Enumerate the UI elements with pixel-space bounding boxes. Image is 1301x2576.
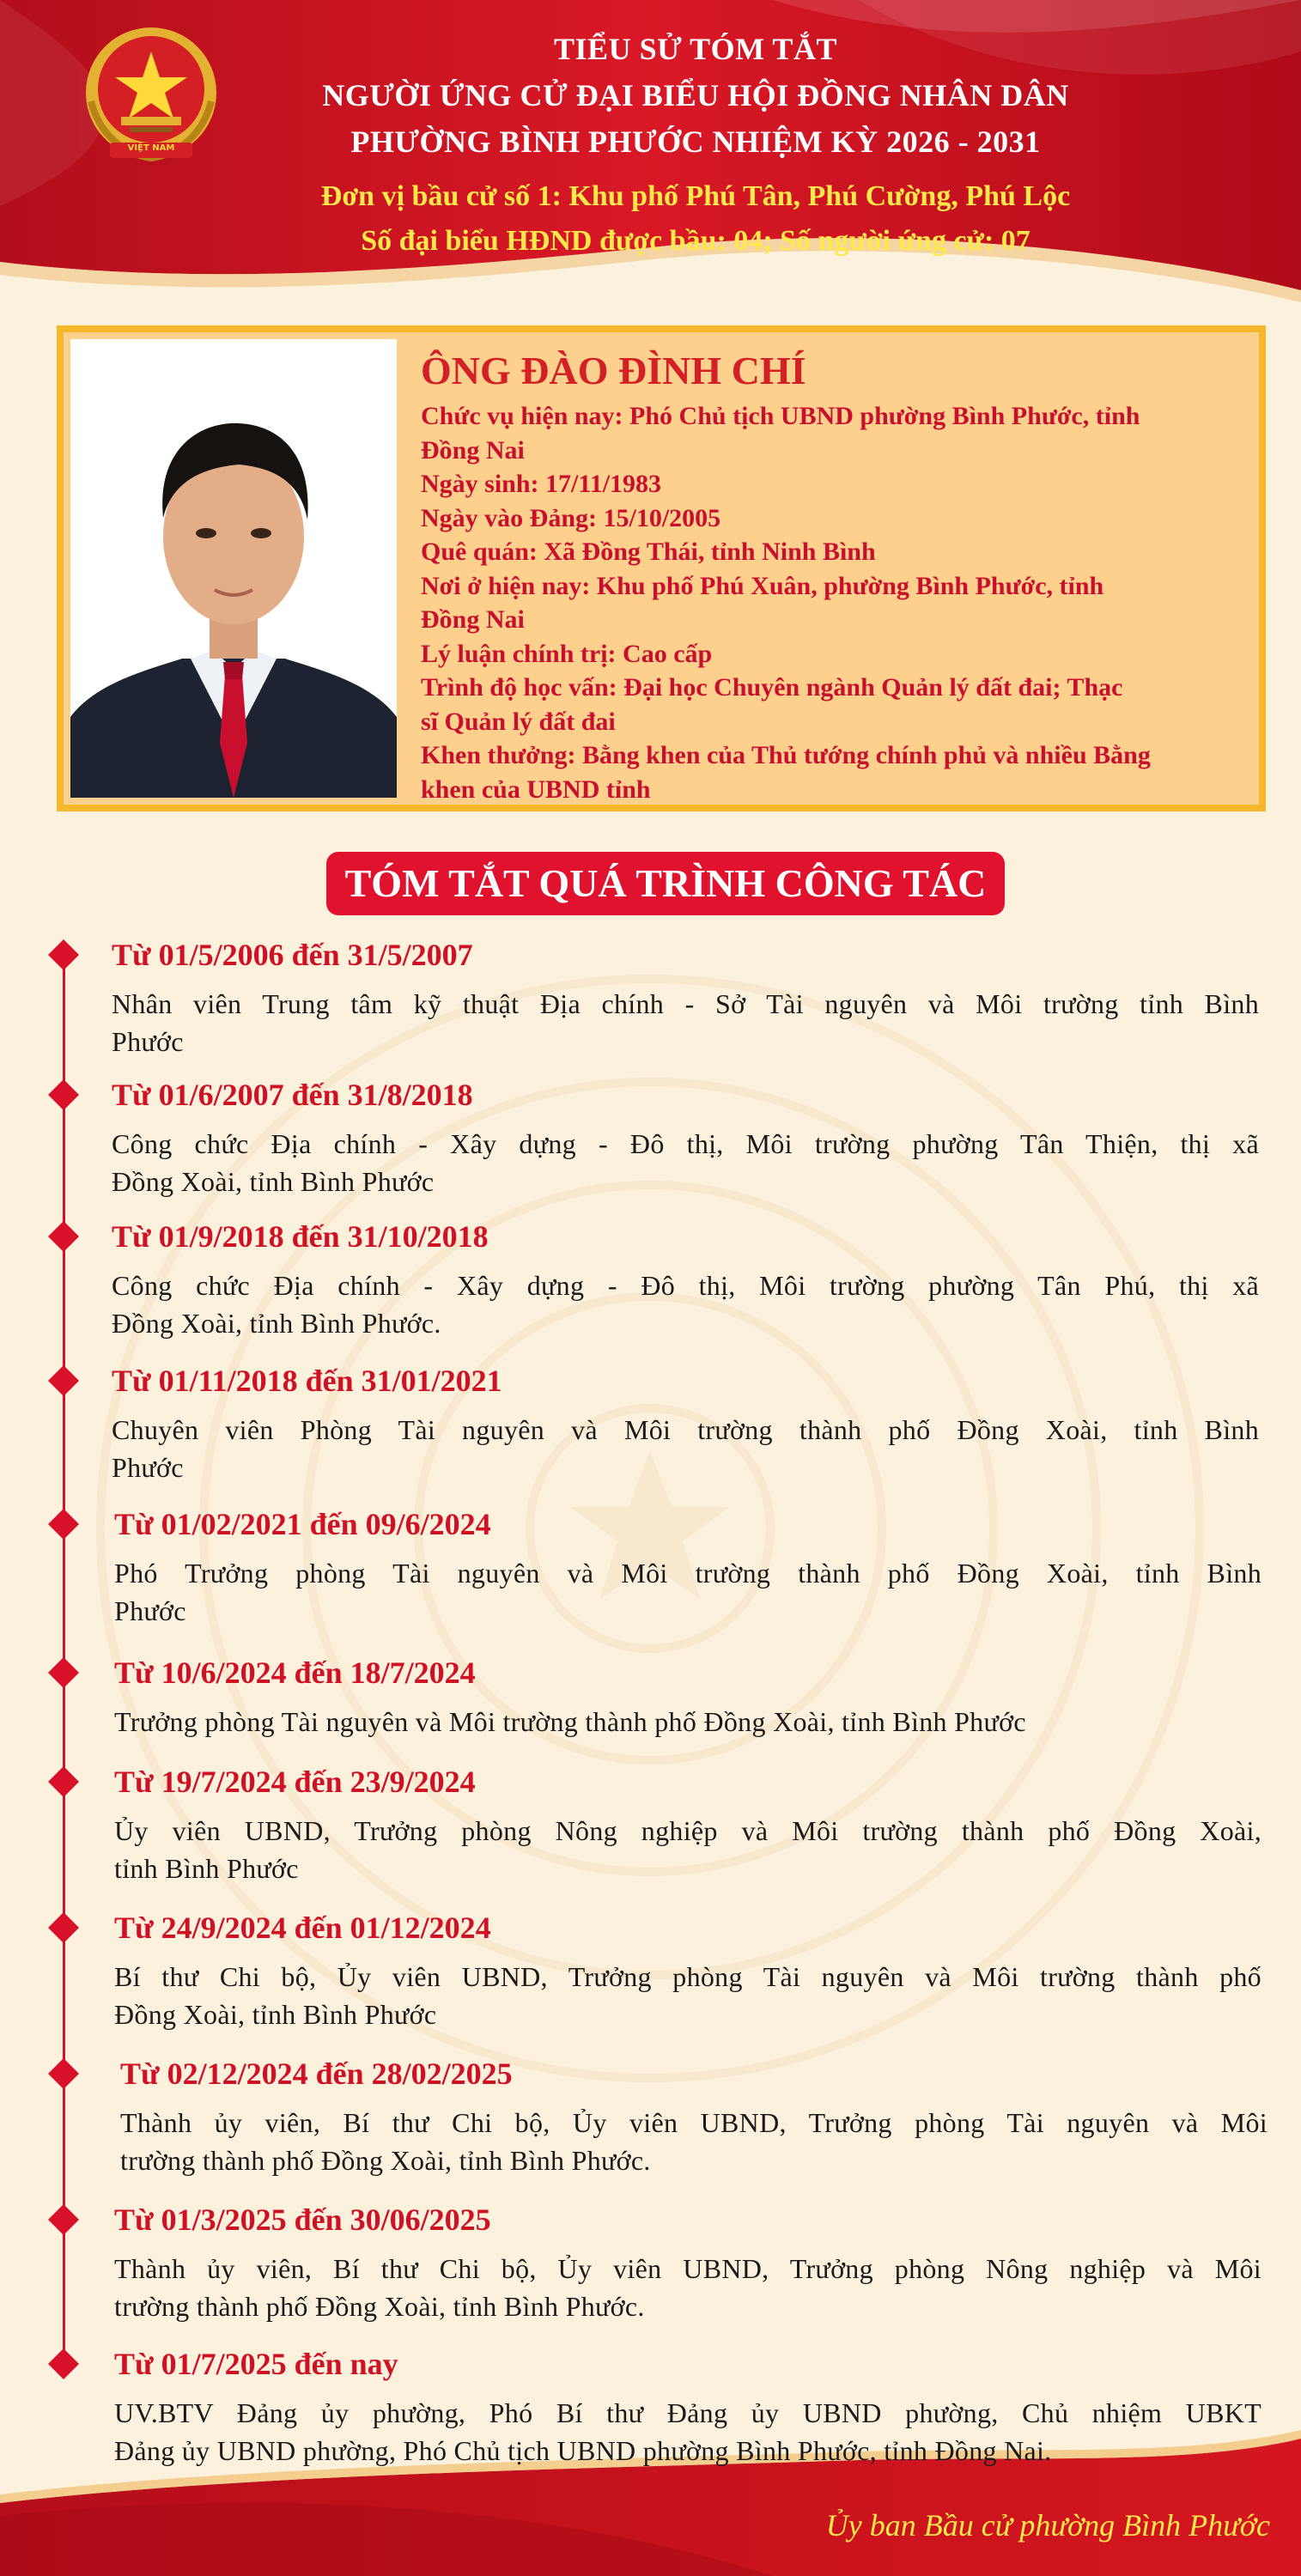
seats-info: Số đại biểu HĐND được bầu: 04; Số người ứng cử: 07 xyxy=(361,225,1030,257)
hometown: Quê quán: Xã Đồng Thái, tỉnh Ninh Bình xyxy=(421,538,876,566)
timeline-diamond-icon xyxy=(48,1365,79,1396)
timeline-description xyxy=(114,2250,1261,2325)
education-line-2: sĩ Quản lý đất đai xyxy=(421,707,616,736)
description-line: tỉnh Bình Phước xyxy=(114,1853,299,1884)
description-line: Thành ủy viên, Bí thư Chi bộ, Ủy viên UBND, Trưởng phòng Nông nghiệp và Môi xyxy=(114,2253,1261,2284)
electoral-unit: Đơn vị bầu cử số 1: Khu phố Phú Tân, Phú Cường, Phú Lộc xyxy=(320,180,1071,212)
timeline-diamond-icon xyxy=(48,1079,79,1110)
timeline-description xyxy=(112,1125,1259,1200)
description-line: Đảng ủy UBND phường, Phó Chủ tịch UBND phường Bình Phước, tỉnh Đồng Nai. xyxy=(114,2435,1052,2466)
description-line: Đồng Xoài, tỉnh Bình Phước xyxy=(114,1999,437,2030)
header-title-2: NGƯỜI ỨNG CỬ ĐẠI BIỂU HỘI ĐỒNG NHÂN DÂN xyxy=(322,78,1069,112)
description-line: Nhân viên Trung tâm kỹ thuật Địa chính - Sở Tài nguyên và Môi trường tỉnh Bình xyxy=(112,988,1259,1019)
political-theory: Lý luận chính trị: Cao cấp xyxy=(421,639,713,668)
description-line: Chuyên viên Phòng Tài nguyên và Môi trường thành phố Đồng Xoài, tỉnh Bình xyxy=(112,1414,1259,1445)
emblem-caption: VIỆT NAM xyxy=(127,143,175,153)
residence-line-1: Nơi ở hiện nay: Khu phố Phú Xuân, phường Bình Phước, tỉnh xyxy=(421,571,1104,600)
party-date: Ngày vào Đảng: 15/10/2005 xyxy=(421,503,721,532)
awards-line-1: Khen thưởng: Bằng khen của Thủ tướng chính phủ và nhiều Bằng xyxy=(421,741,1151,769)
description-line: Ủy viên UBND, Trưởng phòng Nông nghiệp và Môi trường thành phố Đồng Xoài, xyxy=(114,1815,1261,1846)
timeline-diamond-icon xyxy=(48,2058,79,2089)
timeline-description xyxy=(120,2104,1268,2179)
description-line: Bí thư Chi bộ, Ủy viên UBND, Trưởng phòng Tài nguyên và Môi trường thành phố xyxy=(114,1961,1261,1992)
description-line: Phó Trưởng phòng Tài nguyên và Môi trường thành phố Đồng Xoài, tỉnh Bình xyxy=(114,1558,1261,1589)
education-line-1: Trình độ học vấn: Đại học Chuyên ngành Quản lý đất đai; Thạc xyxy=(421,673,1123,702)
description-line: Thành ủy viên, Bí thư Chi bộ, Ủy viên UBND, Trưởng phòng Tài nguyên và Môi xyxy=(120,2107,1268,2138)
candidate-portrait xyxy=(70,339,397,798)
timeline-period: Từ 01/5/2006 đến 31/5/2007 xyxy=(112,938,473,972)
timeline-description xyxy=(112,1411,1259,1486)
position-line-2: Đồng Nai xyxy=(421,435,525,465)
residence-line-2: Đồng Nai xyxy=(421,605,525,634)
timeline-description xyxy=(114,1703,1261,1741)
description-line: Phước xyxy=(112,1026,184,1057)
candidate-name: ÔNG ĐÀO ĐÌNH CHÍ xyxy=(421,349,806,392)
timeline-description xyxy=(114,1554,1261,1630)
awards-line-2: khen của UBND tỉnh xyxy=(421,775,651,804)
timeline-description xyxy=(114,1812,1261,1887)
description-line: UV.BTV Đảng ủy phường, Phó Bí thư Đảng ủy UBND phường, Chủ nhiệm UBKT xyxy=(114,2397,1261,2428)
timeline-period: Từ 02/12/2024 đến 28/02/2025 xyxy=(120,2057,513,2091)
timeline-description xyxy=(114,2394,1261,2470)
timeline-period: Từ 01/11/2018 đến 31/01/2021 xyxy=(112,1364,502,1398)
description-line: Đồng Xoài, tỉnh Bình Phước xyxy=(112,1166,435,1197)
timeline-period: Từ 01/02/2021 đến 09/6/2024 xyxy=(114,1507,491,1541)
timeline-period: Từ 01/3/2025 đến 30/06/2025 xyxy=(114,2202,491,2237)
timeline-diamond-icon xyxy=(48,1221,79,1252)
description-line: trường thành phố Đồng Xoài, tỉnh Bình Phước. xyxy=(114,2291,645,2322)
timeline-period: Từ 01/7/2025 đến nay xyxy=(114,2347,398,2381)
timeline-diamond-icon xyxy=(48,1657,79,1688)
footer-signature: Ủy ban Bầu cử phường Bình Phước xyxy=(825,2508,1270,2543)
timeline-diamond-icon xyxy=(48,1766,79,1797)
timeline-diamond-icon xyxy=(48,2348,79,2379)
timeline-description xyxy=(112,1267,1259,1342)
timeline-diamond-icon xyxy=(48,2204,79,2235)
profile-details xyxy=(421,348,1245,806)
header-title-1: TIỂU SỬ TÓM TẮT xyxy=(554,32,837,66)
timeline-diamond-icon xyxy=(48,939,79,970)
timeline-diamond-icon xyxy=(48,1912,79,1943)
section-title: TÓM TẮT QUÁ TRÌNH CÔNG TÁC xyxy=(326,852,1005,915)
timeline-period: Từ 01/6/2007 đến 31/8/2018 xyxy=(112,1078,473,1112)
timeline-period: Từ 01/9/2018 đến 31/10/2018 xyxy=(112,1219,489,1254)
position-line-1: Chức vụ hiện nay: Phó Chủ tịch UBND phường Bình Phước, tỉnh xyxy=(421,402,1140,430)
timeline-period: Từ 24/9/2024 đến 01/12/2024 xyxy=(114,1911,491,1945)
birth-date: Ngày sinh: 17/11/1983 xyxy=(421,470,662,498)
description-line: Trưởng phòng Tài nguyên và Môi trường thành phố Đồng Xoài, tỉnh Bình Phước xyxy=(114,1706,1026,1737)
timeline-description xyxy=(112,985,1259,1060)
profile-card xyxy=(57,325,1266,811)
timeline-diamond-icon xyxy=(48,1509,79,1540)
timeline-description xyxy=(114,1958,1261,2033)
description-line: Đồng Xoài, tỉnh Bình Phước. xyxy=(112,1308,441,1339)
description-line: Công chức Địa chính - Xây dựng - Đô thị, Môi trường phường Tân Thiện, thị xã xyxy=(112,1128,1259,1159)
timeline-period: Từ 19/7/2024 đến 23/9/2024 xyxy=(114,1765,476,1799)
description-line: Phước xyxy=(112,1452,184,1483)
description-line: Công chức Địa chính - Xây dựng - Đô thị, Môi trường phường Tân Phú, thị xã xyxy=(112,1270,1259,1301)
description-line: Phước xyxy=(114,1595,186,1626)
timeline-period: Từ 10/6/2024 đến 18/7/2024 xyxy=(114,1656,476,1690)
header-title-3: PHƯỜNG BÌNH PHƯỚC NHIỆM KỲ 2026 - 2031 xyxy=(350,125,1041,159)
description-line: trường thành phố Đồng Xoài, tỉnh Bình Phước. xyxy=(120,2145,651,2176)
